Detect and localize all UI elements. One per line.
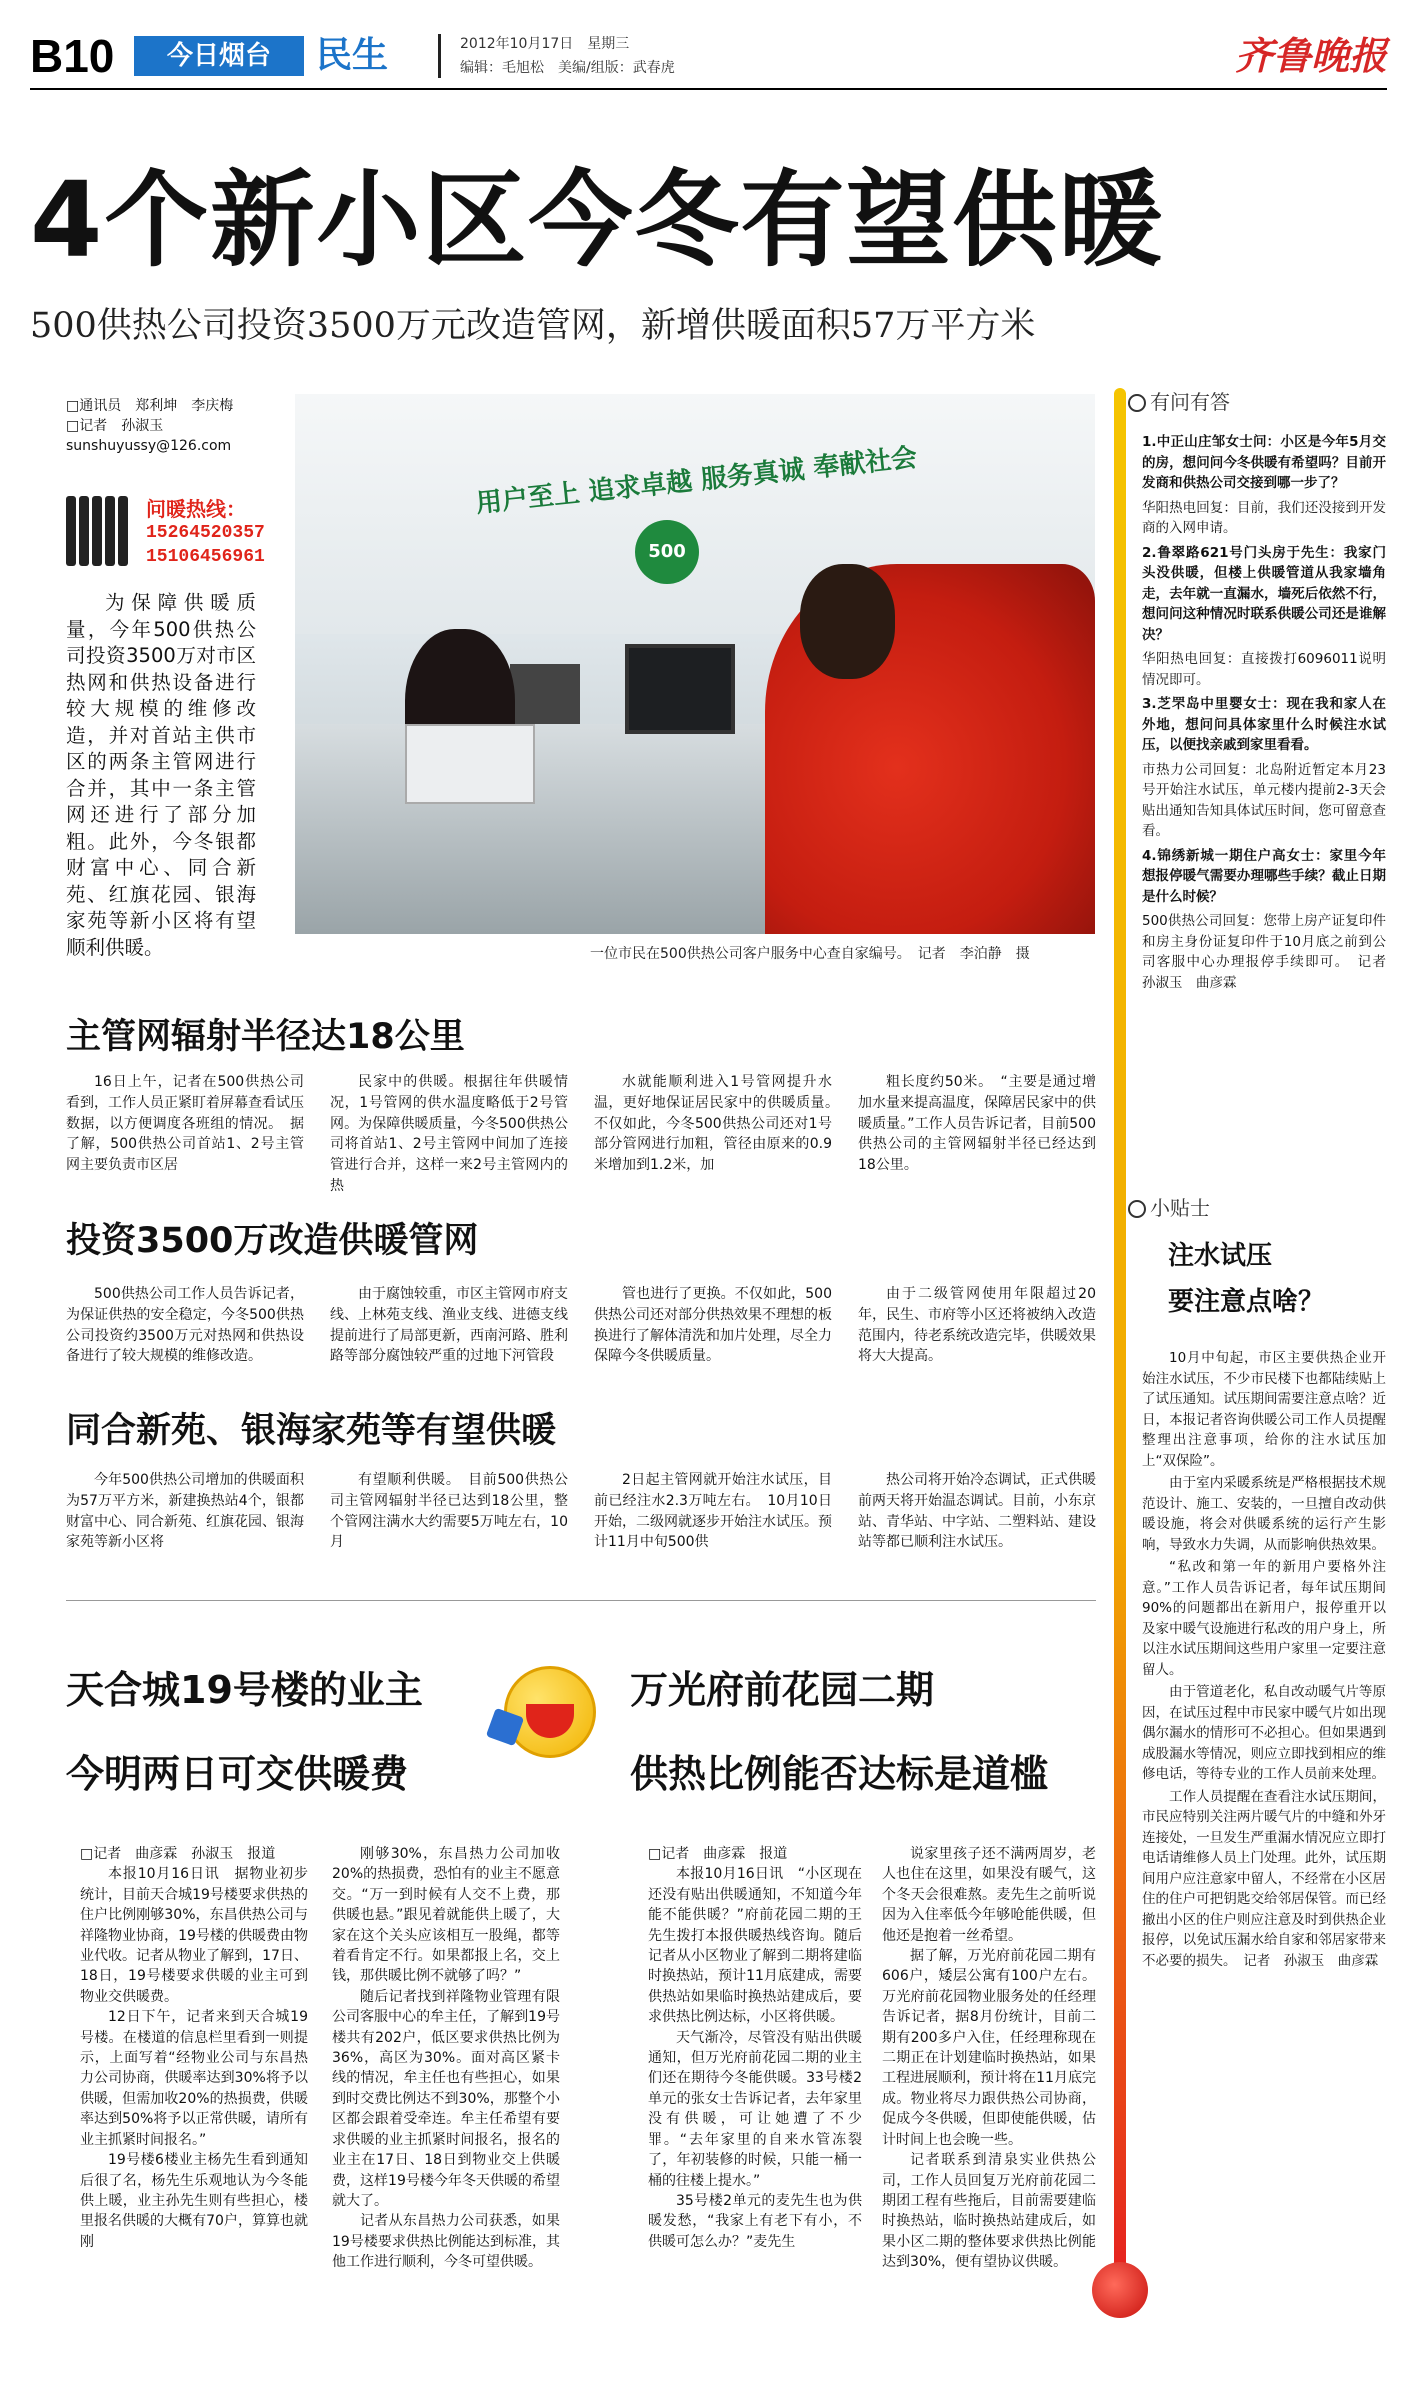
lead-paragraph: 为保障供暖质量，今年500供热公司投资3500万对市区热网和供热设备进行较大规模的维修改造，并对首站主供市区的两条主管网进行合并，其中一条主管网还进行了部分加粗。此外，今冬银都财富中心、同合新苑、红旗花园、银海家苑等新小区将有望顺利供暖。 xyxy=(66,591,256,959)
story-paragraph: 天气渐冷，尽管没有贴出供暖通知，但万光府前花园二期的业主们还在期待今冬能供暖。33号楼2单元的张女士告诉记者，去年家里没有供暖，可让她遭了不少罪。“去年家里的自来水管冻裂了，年初装修的时候，只能一桶一桶的往楼上提水。” xyxy=(648,2029,862,2189)
story-paragraph: 刚够30%，东昌热力公司加收20%的热损费，恐怕有的业主不愿意交。“万一到时候有人交不上费，那供暖也悬。”跟见着就能供上暖了，大家在这个关头应该相互一股绳，都等着看肯定不行。如果都报上名，交上钱，那供暖比例不就够了吗？” xyxy=(332,1846,560,1985)
story-column xyxy=(80,1844,308,2273)
paper-logo: 齐鲁晚报 xyxy=(1234,33,1387,78)
qa-answer: 华阳热电回复：直接拨打6096011说明情况即可。 xyxy=(1142,651,1386,688)
qa-answer: 市热力公司回复：北岛附近暂定本月23号开始注水试压，单元楼内提前2-3天会贴出通知告知具体试压时间，您可留意查看。 xyxy=(1142,761,1386,839)
story-headline: 供热比例能否达标是道槛 xyxy=(630,1752,1049,1796)
qa-question: 3.芝罘岛中里婴女士：现在我和家人在外地，想问问具体家里什么时候注水试压，以便找亲戚到家里看看。 xyxy=(1142,696,1386,753)
body-column: 今年500供热公司增加的供暖面积为57万平方米，新建换热站4个，银都财富中心、同合新苑、红旗花园、银海家苑等新小区将 xyxy=(66,1472,304,1551)
story-headline: 万光府前花园二期 xyxy=(630,1668,935,1712)
tip-paragraph: 10月中旬起，市区主要供热企业开始注水试压，不少市民楼下也都陆续贴上了试压通知。试压期间需要注意点啥？近日，本报记者咨询供暖公司工作人员提醒整理出注意事项，给你的注水试压加上“双保险”。 xyxy=(1142,1350,1386,1469)
radiator-icon xyxy=(66,496,136,574)
qa-question: 1.中正山庄邹女士问：小区是今年5月交的房，想问问今冬供暖有希望吗？目前开发商和供热公司交接到哪一步了？ xyxy=(1142,434,1386,491)
story-byline: □记者 曲彦霖 报道 xyxy=(648,1846,788,1862)
section-heading: 同合新苑、银海家苑等有望供暖 xyxy=(66,1411,557,1451)
story-paragraph: 本报10月16日讯 据物业初步统计，目前天合城19号楼要求供热的住户比例刚够30%，东昌供热公司与祥隆物业协商，19号楼的供暖费由物业代收。记者从物业了解到，17日、18日，19号楼要求供暖的业主可到物业交供暖费。 xyxy=(80,1866,308,2005)
section-body xyxy=(66,1072,1096,1197)
tip-heading-text: 小贴士 xyxy=(1150,1196,1210,1220)
body-column: 500供热公司工作人员告诉记者，为保证供热的安全稳定，今冬500供热公司投资约3500万元对热网和供热设备进行了较大规模的维修改造。 xyxy=(66,1286,304,1365)
header-rule xyxy=(30,88,1387,90)
story-headline: 今明两日可交供暖费 xyxy=(66,1752,409,1796)
byline xyxy=(66,396,266,456)
story-paragraph: 35号楼2单元的麦先生也为供暖发愁，“我家上有老下有小，不供暖可怎么办？”麦先生 xyxy=(648,2192,862,2250)
hotline-number: 15106456961 xyxy=(146,547,265,567)
body-column: 由于二级管网使用年限超过20年，民生、市府等小区还将被纳入改造范围内，待老系统改造完毕，供暖效果将大大提高。 xyxy=(858,1286,1096,1365)
tip-heading xyxy=(1128,1194,1210,1222)
body-column: 由于腐蚀较重，市区主管网市府支线、上林苑支线、渔业支线、进德支线提前进行了局部更新，西南河路、胜利路等部分腐蚀较严重的过地下河管段 xyxy=(330,1286,568,1365)
qa-answer: 500供热公司回复：您带上房产证复印件和房主身份证复印件于10月底之前到公司客服中心办理报停手续即可。 记者 孙淑玉 曲彦霖 xyxy=(1142,913,1400,991)
issue-date: 2012年10月17日 星期三 xyxy=(460,36,630,52)
story-paragraph: 据了解，万光府前花园二期有606户，矮层公寓有100户左右。万光府前花园物业服务处的任经理告诉记者，据8月份统计，目前二期有200多户入住，任经理称现在二期正在计划建临时换热站，如果工程进展顺利，预计将在11月底完成。物业将尽力跟供热公司协商，促成今冬供暖，但即使能供暖，估计时间上也会晚一些。 xyxy=(882,1948,1096,2148)
tip-paragraph: 由于室内采暖系统是严格根据技术规范设计、施工、安装的，一旦擅自改动供暖设施，将会对供暖系统的运行产生影响，导致水力失调，从而影响供热效果。 xyxy=(1142,1475,1386,1553)
circle-icon xyxy=(1128,394,1146,412)
section-tag: 今日烟台 xyxy=(134,36,304,76)
main-headline: 4个新小区今冬有望供暖 xyxy=(30,159,1165,281)
story-paragraph: 随后记者找到祥隆物业管理有限公司客服中心的牟主任，了解到19号楼共有202户，低区要求供热比例为36%，高区为30%。面对高区紧卡线的情况，牟主任也有些担心，如果到时交费比例达不到30%，那整个小区都会跟着受牵连。牟主任希望有要求供暖的业主抓紧时间报名，报名的业主在17日、18日到物业交上供暖费，这样19号楼今年冬天供暖的希望就大了。 xyxy=(332,1988,560,2209)
tip-paragraph: “私改和第一年的新用户要格外注意。”工作人员告诉记者，每年试压期间90%的问题都出在新用户，报停重开以及家中暖气设施进行私改的用户身上，所以注水试压期间这些用户家里一定要注意留人。 xyxy=(1142,1559,1386,1678)
body-column: 有望顺利供暖。 目前500供热公司主管网辐射半径已达到18公里，整个管网注满水大约需要5万吨左右，10月 xyxy=(330,1472,568,1551)
byline-correspondents: □通讯员 郑利坤 李庆梅 xyxy=(66,398,234,414)
story-column xyxy=(648,1844,862,2273)
body-column: 粗长度约50米。 “主要是通过增加水量来提高温度，保障居民家中的供暖质量。”工作人员告诉记者，目前500供热公司的主管网辐射半径已经达到18公里。 xyxy=(858,1074,1096,1174)
body-column: 水就能顺利进入1号管网提升水温，更好地保证居民家中的供暖质量。 不仅如此，今冬500供热公司还对1号部分管网进行加粗，管径由原来的0.9米增加到1.2米，加 xyxy=(594,1074,846,1174)
body-column: 16日上午，记者在500供热公司看到，工作人员正紧盯着屏幕查看试压数据，以方便调度各班组的情况。 据了解，500供热公司首站1、2号主管网主要负责市区居 xyxy=(66,1074,304,1174)
tip-title: 要注意点啥？ xyxy=(1168,1287,1325,1317)
qa-heading xyxy=(1128,388,1230,416)
tip-body xyxy=(1142,1348,1386,1973)
story-body-left xyxy=(80,1844,560,2273)
story-body-right xyxy=(648,1844,1096,2273)
photo-printer xyxy=(405,724,535,804)
tip-title: 注水试压 xyxy=(1168,1241,1273,1271)
hotline-number: 15264520357 xyxy=(146,523,265,543)
story-byline: □记者 曲彦霖 孙淑玉 报道 xyxy=(80,1846,276,1862)
tip-paragraph: 由于管道老化，私自改动暖气片等原因，在试压过程中市民家中暖气片如出现偶尔漏水的情形可不必担心。但如果遇到成股漏水等情况，则应立即找到相应的维修电话，等待专业的工作人员前来处理。 xyxy=(1142,1684,1386,1782)
section-heading: 主管网辐射半径达18公里 xyxy=(66,1017,465,1057)
qa-list xyxy=(1142,432,1400,997)
photo-customer-head xyxy=(800,564,895,679)
editor-credits: 编辑：毛旭松 美编/组版：武春虎 xyxy=(460,60,675,76)
qa-question: 2.鲁翠路621号门头房于先生：我家门头没供暖，但楼上供暖管道从我家墙角走，去年就一直漏水，墙死后依然不行，想问问这种情况时联系供暖公司还是谁解决？ xyxy=(1142,544,1386,643)
photo-caption: 一位市民在500供热公司客户服务中心查自家编号。 记者 李泊静 摄 xyxy=(590,946,1030,962)
qa-question: 4.锦绣新城一期住户高女士：家里今年想报停暖气需要办理哪些手续？截止日期是什么时候？ xyxy=(1142,847,1386,905)
byline-email: sunshuyussy@126.com xyxy=(66,438,232,454)
photo-slogan: 用户至上 追求卓越 服务真诚 奉献社会 xyxy=(474,442,919,520)
news-photo xyxy=(295,394,1095,934)
header-separator xyxy=(438,34,441,78)
hotline-box xyxy=(66,496,266,576)
story-paragraph: 本报10月16日讯 “小区现在还没有贴出供暖通知，不知道今年能不能供暖？”府前花园二期的王先生拨打本报供暖热线咨询。随后记者从小区物业了解到二期将建临时换热站，预计11月底建成，需要供热站如果临时换热站建成后，要求供热比例达标，小区将供暖。 xyxy=(648,1866,862,2026)
section-divider xyxy=(66,1600,1096,1601)
section-body xyxy=(66,1470,1096,1553)
tip-paragraph: 工作人员提醒在查看注水试压期间，市民应特别关注两片暖气片的中缝和外牙连接处，一旦发生严重漏水情况应立即打电话请维修人员上门处理。此外，试压期间用户应注意家中留人，不经常在小区居住的住户可把钥匙交给邻居保管。而已经撤出小区的住户则应注意及时到供热企业报停，以免试压漏水给自家和邻居家带来不必要的损失。 记者 孙淑玉 曲彦霖 xyxy=(1142,1788,1386,1969)
story-paragraph: 记者从东昌热力公司获悉，如果19号楼要求供热比例能达到标准，其他工作进行顺利，今冬可望供暖。 xyxy=(332,2213,560,2271)
page-number: B10 xyxy=(30,30,115,82)
story-paragraph: 记者联系到清泉实业供热公司，工作人员回复万光府前花园二期团工程有些拖后，目前需要建临时换热站，临时换热站建成后，如果小区二期的整体要求供热比例能达到30%，便有望协议供暖。 xyxy=(882,2152,1096,2271)
main-subheadline: 500供热公司投资3500万元改造管网，新增供暖面积57万平方米 xyxy=(30,306,1036,346)
qa-answer: 华阳热电回复：目前，我们还没接到开发商的入网申请。 xyxy=(1142,499,1386,536)
circle-icon xyxy=(1128,1200,1146,1218)
page-header xyxy=(30,30,1387,82)
section-subtitle: 民生 xyxy=(316,35,389,76)
body-column: 热公司将开始冷态调试，正式供暖前两天将开始温态调试。目前，小东京站、青华站、中字站、二塑料站、建设站等都已顺利注水试压。 xyxy=(858,1472,1096,1551)
photo-logo: 500 xyxy=(635,520,699,584)
thermometer-bar xyxy=(1114,388,1126,2288)
body-column: 2日起主管网就开始注水试压，目前已经注水2.3万吨左右。 10月10日开始，二级网就逐步开始注水试压。预计11月中旬500供 xyxy=(594,1472,832,1551)
story-paragraph: 说家里孩子还不满两周岁，老人也住在这里，如果没有暖气，这个冬天会很难熬。麦先生之前听说因为入住率低今年够呛能供暖，但他还是抱着一丝希望。 xyxy=(882,1846,1096,1944)
story-column xyxy=(882,1844,1096,2273)
section-heading: 投资3500万改造供暖管网 xyxy=(66,1221,479,1261)
byline-reporter: □记者 孙淑玉 xyxy=(66,418,164,434)
megaphone-icon xyxy=(490,1660,610,1770)
photo-monitor xyxy=(625,644,735,734)
story-paragraph: 19号楼6楼业主杨先生看到通知后很了名，杨先生乐观地认为今冬能供上暖，业主孙先生则有些担心，楼里报名供暖的大概有70户，算算也就刚 xyxy=(80,2152,308,2250)
section-body xyxy=(66,1284,1096,1367)
right-column xyxy=(1128,388,1400,2373)
story-headline: 天合城19号楼的业主 xyxy=(66,1668,423,1712)
story-paragraph: 12日下午，记者来到天合城19号楼。在楼道的信息栏里看到一则提示，上面写着“经物业公司与东昌热力公司协商，供暖率达到30%将予以供暖，但需加收20%的热损费，供暖率达到50%将予以正常供暖，请所有业主抓紧时间报名。” xyxy=(80,2009,308,2148)
body-column: 管也进行了更换。不仅如此，500供热公司还对部分供热效果不理想的板换进行了解体清洗和加片处理，尽全力保障今冬供暖质量。 xyxy=(594,1286,832,1365)
hotline-label: 问暖热线： xyxy=(146,497,246,521)
photo-monitor xyxy=(510,664,580,724)
story-column xyxy=(332,1844,560,2273)
body-column: 民家中的供暖。根据往年供暖情况，1号管网的供水温度略低于2号管网。为保障供暖质量，今冬500供热公司将首站1、2号主管网中间加了连接管进行合并，这样一来2号主管网内的热 xyxy=(330,1074,568,1194)
qa-heading-text: 有问有答 xyxy=(1150,390,1230,414)
